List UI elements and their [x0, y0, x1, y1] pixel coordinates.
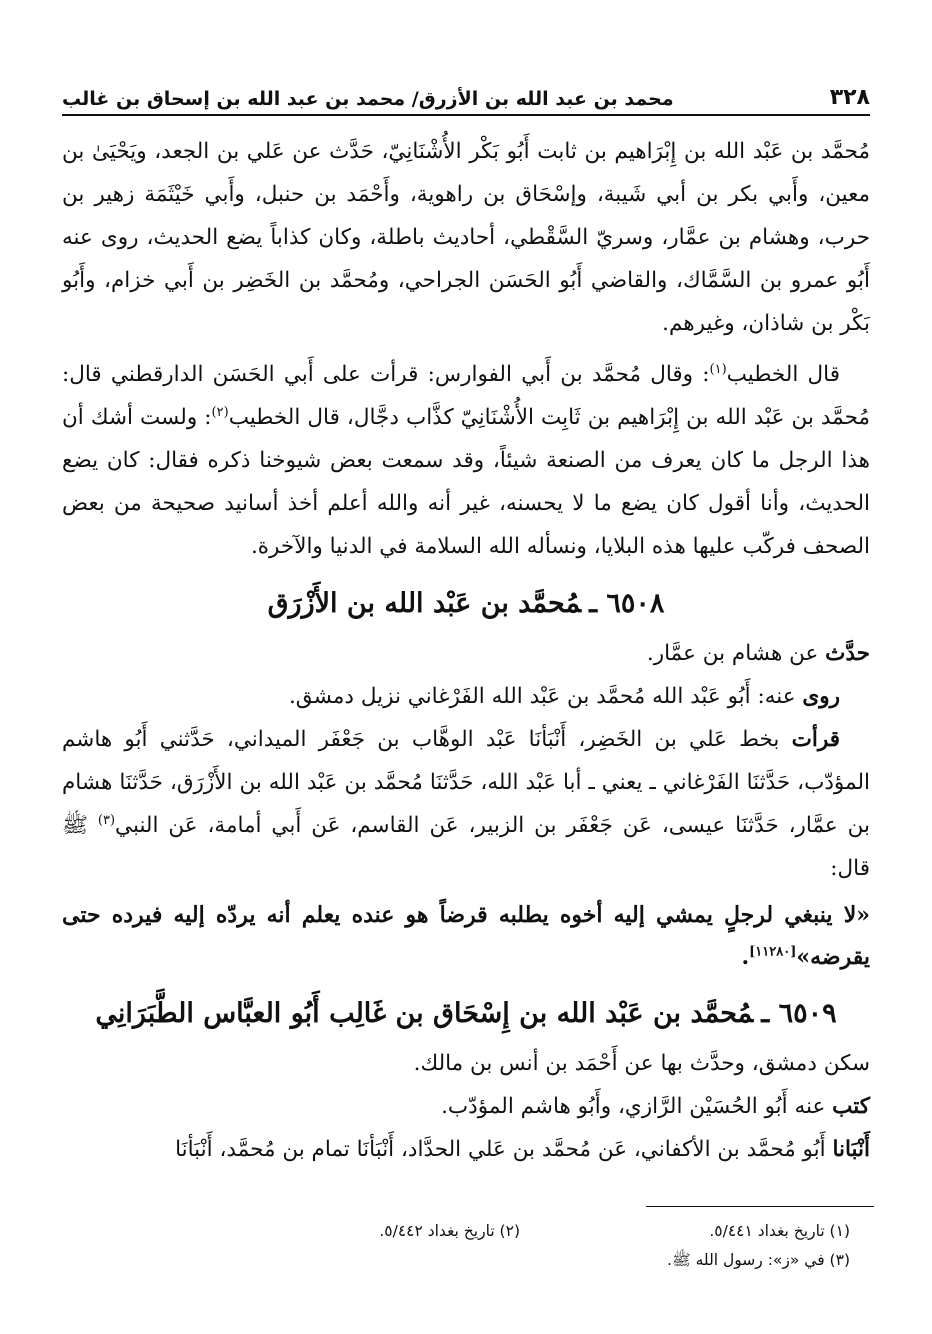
footnote-1: (١) تاريخ بغداد ٥/٤٤١. — [709, 1222, 850, 1240]
text-span: : ولست أشك أن هذا الرجل ما كان يعرف من الصنعة شيئاً، وقد سمعت بعض شيوخنا ذكره فقال: كان يضع الحديث، وأنا أقول كان يضع ما لا يحسنه، غير أنه والله أعلم أخذ أسانيد صحيحة من بعض الصحف فركّب عليها هذه البلايا، ونسأله الله السلامة في الدنيا والآخرة. — [62, 405, 870, 559]
entry-6508-line-1 — [62, 632, 870, 675]
text-span: قال الخطيب — [726, 362, 840, 387]
entry-6509-line-3 — [62, 1128, 870, 1171]
footnotes — [150, 1216, 850, 1276]
footnote-rule — [646, 1206, 874, 1207]
page-number: ٣٢٨ — [829, 85, 870, 110]
text-span: عنه: أَبُو عَبْد الله مُحمَّد بن عَبْد الله الفَرْغاني نزيل دمشق. — [288, 684, 803, 709]
running-title: محمد بن عبد الله بن الأزرق/ محمد بن عبد الله بن إسحاق بن غالب — [62, 88, 674, 110]
footnote-row — [150, 1216, 850, 1246]
entry-6509-line-1: سكن دمشق، وحدَّث بها عن أَحْمَد بن أنس بن مالك. — [413, 1051, 870, 1076]
footnote-ref-3: (٣) — [97, 812, 116, 828]
lead-word: حدَّث — [825, 641, 870, 666]
entry-number: ٦٥٠٨ ـ — [589, 588, 665, 619]
entry-6509-heading — [62, 992, 870, 1036]
footnote-ref-1: (١) — [709, 361, 727, 377]
text-span: عن هشام بن عمَّار. — [646, 641, 826, 666]
text-span: . — [741, 944, 750, 970]
page — [62, 78, 870, 1171]
lead-word: قرأت — [791, 727, 840, 752]
entry-6508-heading — [62, 582, 870, 626]
entry-prev-paragraph-2 — [62, 353, 870, 568]
entry-title: مُحمَّد بن عَبْد الله بن إِسْحَاق بن غَالِب أَبُو العبَّاس الطَّبَرَانِي — [95, 998, 754, 1029]
hadith-reference: [١١٢٨٠] — [749, 944, 797, 960]
lead-word: كتب — [832, 1094, 870, 1119]
lead-word: أَنْبَانا — [832, 1137, 870, 1162]
entry-number: ٦٥٠٩ ـ — [761, 998, 837, 1029]
lead-word: روى — [802, 684, 840, 709]
footnote-row — [150, 1246, 850, 1276]
running-header — [62, 78, 870, 110]
header-rule — [62, 114, 870, 116]
entry-6509-line-2 — [62, 1085, 870, 1128]
text-span: : وقال مُحمَّد بن أَبي الفوارس: قرأت على أَبي الحَسَن الدارقطني قال: مُحمَّد بن عَبْد الله بن إِبْرَاهيم بن ثَابِت الأُشْنَانِيّ كذَّاب دجَّال، قال الخطيب — [62, 362, 870, 430]
entry-6508-line-2 — [62, 675, 870, 718]
text-span: أَبُو مُحمَّد بن الأكفاني، عَن مُحمَّد بن عَلي الحدَّاد، أَنْبَأنَا تمام بن مُحمَّد، أَنْبَأنَا — [175, 1137, 833, 1162]
text-span: عنه أَبُو الحُسَيْن الرَّازي، وأَبُو هاشم المؤدّب. — [441, 1094, 833, 1119]
footnote-ref-2: (٢) — [211, 404, 229, 420]
entry-6508-isnad — [62, 718, 870, 890]
hadith-body: «لا ينبغي لرجلٍ يمشي إليه أخوه يطلبه قرضاً هو عنده يعلم أنه يردّه إليه فيرده حتى يقرضه» — [62, 902, 870, 970]
hadith-text — [62, 894, 870, 978]
text-span: ﷺ قال: — [62, 813, 870, 881]
entry-prev-paragraph-1: مُحمَّد بن عَبْد الله بن إِبْرَاهيم بن ثابت أَبُو بَكْر الأُشْنَانِيّ، حَدَّث عن عَلي بن الجعد، ويَحْيَىٰ بن معين، وأَبي بكر بن أبي شَيبة، وإسْحَاق بن راهوية، وأَحْمَد بن حنبل، وأَبي خَيْثَمَة زهير بن حرب، وهشام بن عمَّار، وسريّ السَّقْطي، أحاديث باطلة، وكان كذاباً يضع الحديث، روى عنه أَبُو عمرو بن السَّمَّاك، والقاضي أَبُو الحَسَن الجراحي، ومُحمَّد بن الخَضِر بن أَبي خزام، وأَبُو بَكْر بن شاذان، وغيرهم. — [62, 139, 870, 336]
footnote-3: (٣) في «ز»: رسول الله ﷺ. — [667, 1250, 850, 1269]
text-span: بخط عَلي بن الخَضِر، أَنْبَأنَا عَبْد الوهَّاب بن جَعْفَر الميداني، حَدَّثني أَبُو هاشم المؤدّب، حَدَّثنَا الفَرْغاني ـ يعني ـ أبا عَبْد الله، حَدَّثنَا مُحمَّد بن عَبْد الله بن الأَزْرَق، حَدَّثنَا هشام بن عمَّار، حَدَّثنَا عيسى، عَن جَعْفَر بن الزبير، عَن القاسم، عَن أَبي أمامة، عَن النبي — [62, 727, 870, 838]
footnote-2: (٢) تاريخ بغداد ٥/٤٤٢. — [379, 1222, 520, 1240]
entry-title: مُحمَّد بن عَبْد الله بن الأَزْرَق — [267, 588, 582, 619]
